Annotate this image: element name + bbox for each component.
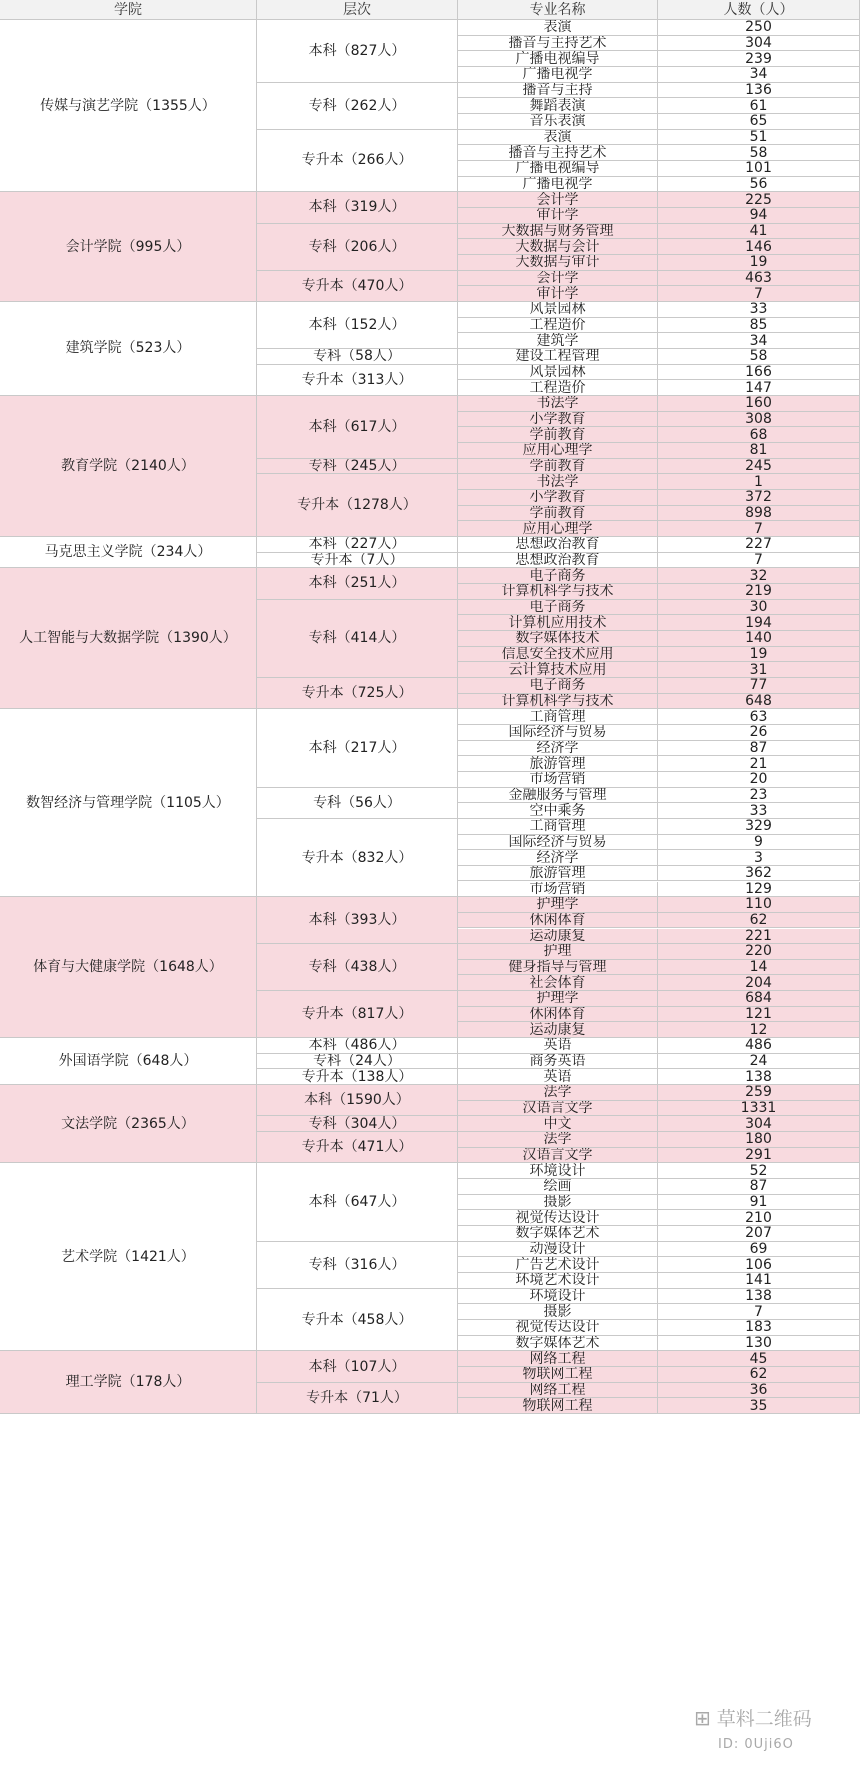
count-cell: 227 — [658, 537, 860, 553]
major-cell: 电子商务 — [458, 568, 658, 584]
count-cell: 52 — [658, 1163, 860, 1179]
count-cell: 33 — [658, 302, 860, 318]
level-cell: 本科（617人） — [257, 396, 458, 459]
major-cell: 商务英语 — [458, 1054, 658, 1070]
qr-grid-icon: ⊞ — [694, 1705, 711, 1730]
count-cell: 58 — [658, 145, 860, 161]
major-cell: 经济学 — [458, 850, 658, 866]
count-cell: 61 — [658, 98, 860, 114]
level-cell: 专升本（725人） — [257, 678, 458, 709]
level-cell: 专升本（458人） — [257, 1289, 458, 1352]
count-cell: 58 — [658, 349, 860, 365]
count-cell: 136 — [658, 83, 860, 99]
major-cell: 会计学 — [458, 192, 658, 208]
college-cell: 教育学院（2140人） — [0, 396, 257, 537]
count-cell: 19 — [658, 255, 860, 271]
count-cell: 56 — [658, 177, 860, 193]
college-cell: 传媒与演艺学院（1355人） — [0, 20, 257, 192]
major-cell: 摄影 — [458, 1304, 658, 1320]
college-cell: 理工学院（178人） — [0, 1351, 257, 1414]
major-cell: 审计学 — [458, 208, 658, 224]
major-cell: 网络工程 — [458, 1351, 658, 1367]
count-cell: 26 — [658, 725, 860, 741]
count-cell: 259 — [658, 1085, 860, 1101]
count-cell: 51 — [658, 130, 860, 146]
count-cell: 33 — [658, 803, 860, 819]
major-cell: 视觉传达设计 — [458, 1210, 658, 1226]
major-cell: 书法学 — [458, 474, 658, 490]
count-cell: 250 — [658, 20, 860, 36]
level-cell: 本科（251人） — [257, 568, 458, 599]
level-cell: 专升本（1278人） — [257, 474, 458, 537]
count-cell: 140 — [658, 631, 860, 647]
major-cell: 数字媒体技术 — [458, 631, 658, 647]
count-cell: 12 — [658, 1022, 860, 1038]
major-cell: 工程造价 — [458, 318, 658, 334]
major-cell: 大数据与会计 — [458, 239, 658, 255]
major-cell: 舞蹈表演 — [458, 98, 658, 114]
major-cell: 大数据与财务管理 — [458, 224, 658, 240]
count-cell: 81 — [658, 443, 860, 459]
count-cell: 24 — [658, 1054, 860, 1070]
major-cell: 中文 — [458, 1116, 658, 1132]
college-cell: 人工智能与大数据学院（1390人） — [0, 568, 257, 709]
major-cell: 审计学 — [458, 286, 658, 302]
count-cell: 219 — [658, 584, 860, 600]
count-cell: 684 — [658, 991, 860, 1007]
level-cell: 本科（647人） — [257, 1163, 458, 1241]
count-cell: 69 — [658, 1242, 860, 1258]
major-cell: 健身指导与管理 — [458, 960, 658, 976]
major-cell: 环境艺术设计 — [458, 1273, 658, 1289]
count-cell: 85 — [658, 318, 860, 334]
college-cell: 建筑学院（523人） — [0, 302, 257, 396]
header-level: 层次 — [257, 0, 458, 20]
level-cell: 本科（393人） — [257, 897, 458, 944]
count-cell: 34 — [658, 67, 860, 83]
major-cell: 思想政治教育 — [458, 537, 658, 553]
major-cell: 绘画 — [458, 1179, 658, 1195]
major-cell: 动漫设计 — [458, 1242, 658, 1258]
major-cell: 环境设计 — [458, 1289, 658, 1305]
major-cell: 经济学 — [458, 741, 658, 757]
major-cell: 英语 — [458, 1069, 658, 1085]
count-cell: 31 — [658, 662, 860, 678]
count-cell: 87 — [658, 741, 860, 757]
major-cell: 广播电视学 — [458, 67, 658, 83]
level-cell: 专科（56人） — [257, 788, 458, 819]
count-cell: 329 — [658, 819, 860, 835]
count-cell: 183 — [658, 1320, 860, 1336]
level-cell: 专科（316人） — [257, 1242, 458, 1289]
count-cell: 77 — [658, 678, 860, 694]
count-cell: 41 — [658, 224, 860, 240]
count-cell: 160 — [658, 396, 860, 412]
level-cell: 专升本（138人） — [257, 1069, 458, 1085]
level-cell: 本科（1590人） — [257, 1085, 458, 1116]
major-cell: 会计学 — [458, 271, 658, 287]
major-cell: 小学教育 — [458, 490, 658, 506]
level-cell: 专科（414人） — [257, 600, 458, 678]
count-cell: 65 — [658, 114, 860, 130]
major-cell: 旅游管理 — [458, 756, 658, 772]
level-cell: 专科（438人） — [257, 944, 458, 991]
major-cell: 表演 — [458, 130, 658, 146]
major-cell: 计算机应用技术 — [458, 615, 658, 631]
count-cell: 36 — [658, 1383, 860, 1399]
major-cell: 风景园林 — [458, 365, 658, 381]
count-cell: 210 — [658, 1210, 860, 1226]
count-cell: 21 — [658, 756, 860, 772]
major-cell: 休闲体育 — [458, 1007, 658, 1023]
major-cell: 运动康复 — [458, 929, 658, 945]
major-cell: 护理学 — [458, 991, 658, 1007]
count-cell: 30 — [658, 600, 860, 616]
count-cell: 146 — [658, 239, 860, 255]
count-cell: 110 — [658, 897, 860, 913]
major-cell: 应用心理学 — [458, 521, 658, 537]
count-cell: 101 — [658, 161, 860, 177]
count-cell: 7 — [658, 521, 860, 537]
count-cell: 486 — [658, 1038, 860, 1054]
major-cell: 电子商务 — [458, 678, 658, 694]
count-cell: 221 — [658, 929, 860, 945]
level-cell: 本科（319人） — [257, 192, 458, 223]
major-cell: 环境设计 — [458, 1163, 658, 1179]
major-cell: 播音与主持艺术 — [458, 36, 658, 52]
level-cell: 本科（217人） — [257, 709, 458, 787]
level-cell: 专科（304人） — [257, 1116, 458, 1132]
count-cell: 62 — [658, 1367, 860, 1383]
header-major: 专业名称 — [458, 0, 658, 20]
major-cell: 播音与主持艺术 — [458, 145, 658, 161]
count-cell: 220 — [658, 944, 860, 960]
college-cell: 体育与大健康学院（1648人） — [0, 897, 257, 1038]
count-cell: 648 — [658, 694, 860, 710]
college-cell: 马克思主义学院（234人） — [0, 537, 257, 568]
major-cell: 英语 — [458, 1038, 658, 1054]
major-cell: 汉语言文学 — [458, 1101, 658, 1117]
count-cell: 63 — [658, 709, 860, 725]
count-cell: 180 — [658, 1132, 860, 1148]
count-cell: 245 — [658, 459, 860, 475]
count-cell: 9 — [658, 835, 860, 851]
level-cell: 本科（152人） — [257, 302, 458, 349]
major-cell: 书法学 — [458, 396, 658, 412]
header-college: 学院 — [0, 0, 257, 20]
level-cell: 专科（24人） — [257, 1054, 458, 1070]
college-cell: 数智经济与管理学院（1105人） — [0, 709, 257, 897]
level-cell: 专升本（817人） — [257, 991, 458, 1038]
count-cell: 225 — [658, 192, 860, 208]
count-cell: 166 — [658, 365, 860, 381]
level-cell: 专科（245人） — [257, 459, 458, 475]
count-cell: 130 — [658, 1336, 860, 1352]
college-cell: 会计学院（995人） — [0, 192, 257, 302]
level-cell: 专升本（313人） — [257, 365, 458, 396]
major-cell: 广播电视学 — [458, 177, 658, 193]
major-cell: 计算机科学与技术 — [458, 694, 658, 710]
count-cell: 106 — [658, 1257, 860, 1273]
count-cell: 138 — [658, 1069, 860, 1085]
major-cell: 广播电视编导 — [458, 51, 658, 67]
count-cell: 7 — [658, 1304, 860, 1320]
major-cell: 计算机科学与技术 — [458, 584, 658, 600]
major-cell: 金融服务与管理 — [458, 788, 658, 804]
major-cell: 网络工程 — [458, 1383, 658, 1399]
major-cell: 运动康复 — [458, 1022, 658, 1038]
major-cell: 视觉传达设计 — [458, 1320, 658, 1336]
major-cell: 摄影 — [458, 1195, 658, 1211]
major-cell: 风景园林 — [458, 302, 658, 318]
count-cell: 204 — [658, 975, 860, 991]
level-cell: 本科（486人） — [257, 1038, 458, 1054]
major-cell: 大数据与审计 — [458, 255, 658, 271]
major-cell: 休闲体育 — [458, 913, 658, 929]
count-cell: 194 — [658, 615, 860, 631]
level-cell: 专升本（71人） — [257, 1383, 458, 1414]
major-cell: 数字媒体艺术 — [458, 1226, 658, 1242]
major-cell: 物联网工程 — [458, 1367, 658, 1383]
level-cell: 本科（227人） — [257, 537, 458, 553]
major-cell: 应用心理学 — [458, 443, 658, 459]
level-cell: 专升本（832人） — [257, 819, 458, 897]
count-cell: 91 — [658, 1195, 860, 1211]
watermark-title: 草料二维码 — [716, 1708, 812, 1730]
major-cell: 学前教育 — [458, 427, 658, 443]
header-count: 人数（人） — [658, 0, 860, 20]
major-cell: 思想政治教育 — [458, 553, 658, 569]
count-cell: 147 — [658, 380, 860, 396]
count-cell: 35 — [658, 1398, 860, 1414]
major-cell: 工商管理 — [458, 819, 658, 835]
major-cell: 广告艺术设计 — [458, 1257, 658, 1273]
count-cell: 32 — [658, 568, 860, 584]
count-cell: 94 — [658, 208, 860, 224]
major-cell: 工程造价 — [458, 380, 658, 396]
major-cell: 法学 — [458, 1132, 658, 1148]
count-cell: 1331 — [658, 1101, 860, 1117]
major-cell: 社会体育 — [458, 975, 658, 991]
major-cell: 国际经济与贸易 — [458, 835, 658, 851]
count-cell: 129 — [658, 882, 860, 898]
major-cell: 护理学 — [458, 897, 658, 913]
count-cell: 362 — [658, 866, 860, 882]
count-cell: 68 — [658, 427, 860, 443]
count-cell: 141 — [658, 1273, 860, 1289]
count-cell: 23 — [658, 788, 860, 804]
count-cell: 7 — [658, 286, 860, 302]
major-cell: 市场营销 — [458, 882, 658, 898]
count-cell: 121 — [658, 1007, 860, 1023]
count-cell: 308 — [658, 412, 860, 428]
level-cell: 专科（58人） — [257, 349, 458, 365]
count-cell: 19 — [658, 647, 860, 663]
major-cell: 建筑学 — [458, 333, 658, 349]
count-cell: 898 — [658, 506, 860, 522]
major-cell: 建设工程管理 — [458, 349, 658, 365]
count-cell: 239 — [658, 51, 860, 67]
major-cell: 学前教育 — [458, 506, 658, 522]
count-cell: 304 — [658, 1116, 860, 1132]
major-cell: 数字媒体艺术 — [458, 1336, 658, 1352]
count-cell: 463 — [658, 271, 860, 287]
count-cell: 304 — [658, 36, 860, 52]
count-cell: 34 — [658, 333, 860, 349]
major-cell: 小学教育 — [458, 412, 658, 428]
major-cell: 学前教育 — [458, 459, 658, 475]
count-cell: 7 — [658, 553, 860, 569]
major-cell: 广播电视编导 — [458, 161, 658, 177]
count-cell: 207 — [658, 1226, 860, 1242]
major-cell: 电子商务 — [458, 600, 658, 616]
level-cell: 专升本（470人） — [257, 271, 458, 302]
major-cell: 表演 — [458, 20, 658, 36]
watermark — [694, 1704, 844, 1760]
count-cell: 45 — [658, 1351, 860, 1367]
count-cell: 291 — [658, 1148, 860, 1164]
watermark-id: ID: 0Uji6O — [718, 1737, 794, 1752]
level-cell: 专升本（7人） — [257, 553, 458, 569]
major-cell: 音乐表演 — [458, 114, 658, 130]
count-cell: 138 — [658, 1289, 860, 1305]
level-cell: 本科（107人） — [257, 1351, 458, 1382]
major-cell: 法学 — [458, 1085, 658, 1101]
college-cell: 外国语学院（648人） — [0, 1038, 257, 1085]
level-cell: 本科（827人） — [257, 20, 458, 83]
count-cell: 87 — [658, 1179, 860, 1195]
major-cell: 物联网工程 — [458, 1398, 658, 1414]
level-cell: 专科（206人） — [257, 224, 458, 271]
count-cell: 14 — [658, 960, 860, 976]
level-cell: 专升本（266人） — [257, 130, 458, 193]
college-cell: 艺术学院（1421人） — [0, 1163, 257, 1351]
level-cell: 专升本（471人） — [257, 1132, 458, 1163]
major-cell: 国际经济与贸易 — [458, 725, 658, 741]
major-cell: 汉语言文学 — [458, 1148, 658, 1164]
major-cell: 播音与主持 — [458, 83, 658, 99]
major-cell: 空中乘务 — [458, 803, 658, 819]
college-cell: 文法学院（2365人） — [0, 1085, 257, 1163]
count-cell: 372 — [658, 490, 860, 506]
major-cell: 云计算技术应用 — [458, 662, 658, 678]
count-cell: 3 — [658, 850, 860, 866]
major-cell: 信息安全技术应用 — [458, 647, 658, 663]
major-cell: 市场营销 — [458, 772, 658, 788]
count-cell: 1 — [658, 474, 860, 490]
major-cell: 工商管理 — [458, 709, 658, 725]
major-cell: 护理 — [458, 944, 658, 960]
major-cell: 旅游管理 — [458, 866, 658, 882]
count-cell: 62 — [658, 913, 860, 929]
level-cell: 专科（262人） — [257, 83, 458, 130]
count-cell: 20 — [658, 772, 860, 788]
